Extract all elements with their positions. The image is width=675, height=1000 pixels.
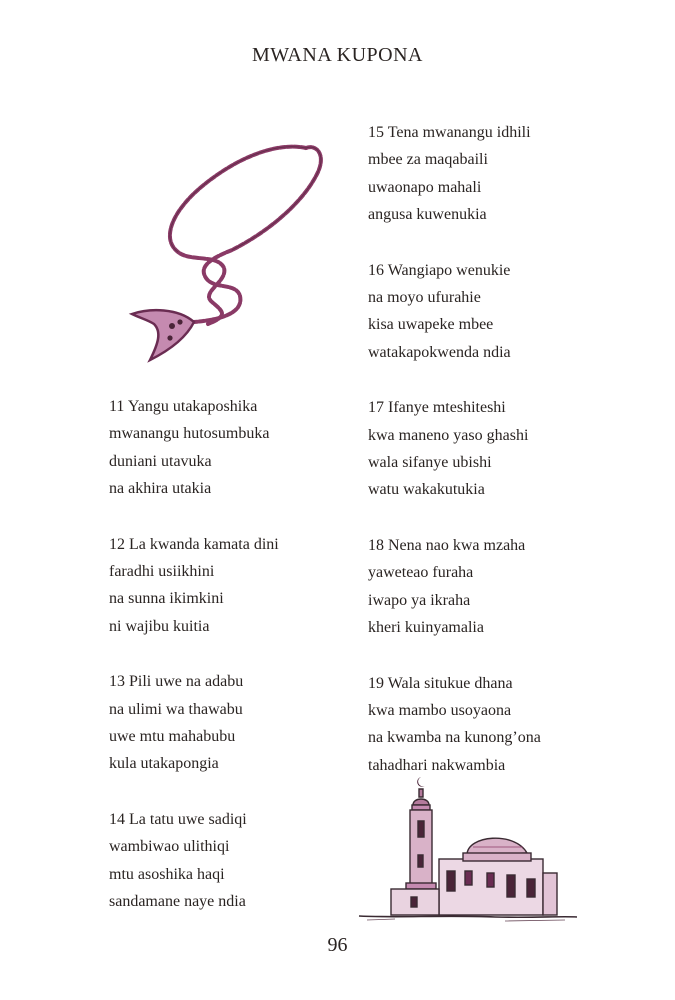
stanza-line: mtu asoshika haqi: [109, 865, 225, 883]
stanza-line: mwanangu hutosumbuka: [109, 425, 270, 443]
stanza-line: wala sifanye ubishi: [368, 454, 492, 472]
stanza-line: 14 La tatu uwe sadiqi: [109, 810, 247, 828]
page-number: 96: [327, 934, 348, 956]
stanza-line: kisa uwapeke mbee: [368, 316, 494, 334]
stanza-line: 18 Nena nao kwa mzaha: [368, 536, 526, 554]
stanza-line: kheri kuinyamalia: [368, 619, 484, 637]
stanza-18: [368, 532, 618, 642]
stanza-line: faradhi usiikhini: [109, 563, 215, 581]
mosque-illustration-icon: [355, 775, 580, 923]
stanza-16: [368, 257, 618, 367]
stanza-line: iwapo ya ikraha: [368, 591, 471, 609]
stanza-line: tahadhari nakwambia: [368, 756, 506, 774]
stanza-line: na ulimi wa thawabu: [109, 700, 243, 718]
stanza-14: [109, 806, 359, 916]
stanza-line: 19 Wala situkue dhana: [368, 674, 513, 692]
stanza-line: ni wajibu kuitia: [109, 617, 210, 635]
page-title: MWANA KUPONA: [251, 44, 423, 66]
stanza-line: kwa mambo usoyaona: [368, 701, 512, 719]
stanza-line: angusa kuwenukia: [368, 206, 487, 224]
stanza-line: watu wakakutukia: [368, 481, 485, 499]
right-column: [368, 119, 618, 807]
stanza-line: duniani utavuka: [109, 452, 212, 470]
stanza-line: 17 Ifanye mteshiteshi: [368, 399, 506, 417]
stanza-line: na sunna ikimkini: [109, 590, 224, 608]
stanza-12: [109, 531, 359, 641]
stanza-line: 16 Wangiapo wenukie: [368, 261, 511, 279]
stanza-line: kula utakapongia: [109, 755, 219, 773]
stanza-line: na kwamba na kunong’ona: [368, 729, 541, 747]
stanza-15: [368, 119, 618, 229]
stanza-line: kwa maneno yaso ghashi: [368, 426, 529, 444]
stanza-line: yaweteao furaha: [368, 564, 474, 582]
stanza-line: 11 Yangu utakaposhika: [109, 398, 258, 415]
stanza-17: [368, 394, 618, 504]
stanza-line: 15 Tena mwanangu idhili: [368, 124, 531, 141]
stanza-line: na moyo ufurahie: [368, 289, 481, 307]
stanza-line: mbee za maqabaili: [368, 151, 488, 169]
left-column: [109, 393, 359, 944]
stanza-line: sandamane naye ndia: [109, 893, 246, 911]
stanza-line: wambiwao ulithiqi: [109, 838, 230, 856]
necklace-illustration-icon: [128, 132, 328, 364]
stanza-13: [109, 668, 359, 778]
stanza-line: 13 Pili uwe na adabu: [109, 673, 244, 691]
stanza-line: watakapokwenda ndia: [368, 343, 511, 361]
stanza-line: uwe mtu mahabubu: [109, 728, 236, 746]
stanza-11: [109, 393, 359, 503]
stanza-line: uwaonapo mahali: [368, 178, 482, 196]
stanza-line: 12 La kwanda kamata dini: [109, 535, 279, 553]
stanza-19: [368, 670, 618, 780]
stanza-line: na akhira utakia: [109, 480, 212, 498]
